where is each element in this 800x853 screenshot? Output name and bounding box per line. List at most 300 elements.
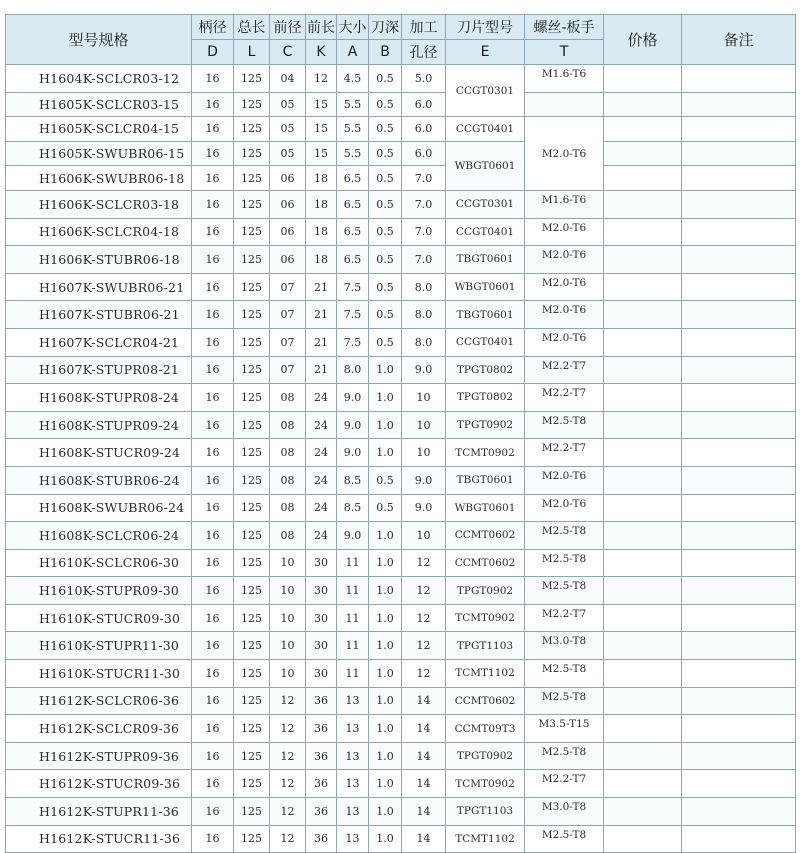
cell-d: 16 bbox=[192, 549, 234, 577]
cell-a: 5.5 bbox=[337, 92, 369, 117]
cell-insert: TPGT0902 bbox=[446, 577, 525, 605]
cell-d: 16 bbox=[192, 715, 234, 743]
cell-remark bbox=[682, 190, 796, 218]
table-row bbox=[6, 466, 796, 494]
cell-k: 18 bbox=[306, 218, 337, 246]
cell-b: 0.5 bbox=[369, 117, 402, 142]
table-row bbox=[6, 411, 796, 439]
cell-c: 12 bbox=[270, 825, 306, 853]
cell-price bbox=[604, 166, 682, 191]
cell-d: 16 bbox=[192, 825, 234, 853]
cell-l: 125 bbox=[234, 604, 270, 632]
cell-price bbox=[604, 825, 682, 853]
cell-insert: CCGT0401 bbox=[446, 218, 525, 246]
cell-d: 16 bbox=[192, 522, 234, 550]
cell-insert: TPGT0802 bbox=[446, 384, 525, 412]
cell-insert: TBGT0601 bbox=[446, 246, 525, 274]
cell-screw: M2.2-T7 bbox=[525, 384, 604, 412]
cell-remark bbox=[682, 411, 796, 439]
header-c: 前径 bbox=[270, 15, 306, 40]
cell-model: H1608K-STUBR06-24 bbox=[6, 466, 192, 494]
cell-k: 15 bbox=[306, 117, 337, 142]
cell-price bbox=[604, 141, 682, 166]
header-remark: 备注 bbox=[682, 15, 796, 65]
cell-c: 06 bbox=[270, 246, 306, 274]
cell-screw: M2.0-T6 bbox=[525, 494, 604, 522]
cell-b: 1.0 bbox=[369, 577, 402, 605]
cell-hole: 5.0 bbox=[402, 65, 446, 93]
cell-b: 1.0 bbox=[369, 549, 402, 577]
cell-k: 21 bbox=[306, 356, 337, 384]
cell-insert: CCMT09T3 bbox=[446, 715, 525, 743]
cell-c: 05 bbox=[270, 117, 306, 142]
cell-b: 0.5 bbox=[369, 246, 402, 274]
cell-b: 1.0 bbox=[369, 825, 402, 853]
cell-k: 36 bbox=[306, 687, 337, 715]
cell-d: 16 bbox=[192, 494, 234, 522]
cell-model: H1607K-STUBR06-21 bbox=[6, 301, 192, 329]
cell-d: 16 bbox=[192, 117, 234, 142]
cell-b: 0.5 bbox=[369, 65, 402, 93]
cell-insert: CCMT0602 bbox=[446, 687, 525, 715]
cell-hole: 14 bbox=[402, 770, 446, 798]
table-row bbox=[6, 117, 796, 142]
cell-b: 1.0 bbox=[369, 439, 402, 467]
cell-a: 13 bbox=[337, 742, 369, 770]
cell-remark bbox=[682, 660, 796, 688]
cell-insert: TCMT1102 bbox=[446, 825, 525, 853]
cell-remark bbox=[682, 65, 796, 93]
cell-hole: 6.0 bbox=[402, 141, 446, 166]
cell-hole: 6.0 bbox=[402, 117, 446, 142]
cell-remark bbox=[682, 141, 796, 166]
cell-b: 1.0 bbox=[369, 742, 402, 770]
cell-price bbox=[604, 246, 682, 274]
cell-c: 12 bbox=[270, 687, 306, 715]
cell-a: 13 bbox=[337, 715, 369, 743]
cell-l: 125 bbox=[234, 439, 270, 467]
cell-insert: TPGT0802 bbox=[446, 356, 525, 384]
cell-k: 24 bbox=[306, 411, 337, 439]
cell-screw: M2.5-T8 bbox=[525, 411, 604, 439]
cell-remark bbox=[682, 742, 796, 770]
cell-price bbox=[604, 190, 682, 218]
cell-model: H1612K-STUCR11-36 bbox=[6, 825, 192, 853]
cell-k: 21 bbox=[306, 328, 337, 356]
cell-a: 7.5 bbox=[337, 301, 369, 329]
table-row bbox=[6, 246, 796, 274]
cell-b: 1.0 bbox=[369, 604, 402, 632]
cell-c: 08 bbox=[270, 466, 306, 494]
table-row bbox=[6, 742, 796, 770]
cell-a: 8.0 bbox=[337, 356, 369, 384]
cell-l: 125 bbox=[234, 141, 270, 166]
cell-l: 125 bbox=[234, 825, 270, 853]
cell-a: 13 bbox=[337, 770, 369, 798]
cell-remark bbox=[682, 798, 796, 826]
cell-c: 10 bbox=[270, 549, 306, 577]
cell-model: H1607K-STUPR08-21 bbox=[6, 356, 192, 384]
cell-l: 125 bbox=[234, 218, 270, 246]
cell-hole: 9.0 bbox=[402, 494, 446, 522]
cell-b: 0.5 bbox=[369, 190, 402, 218]
cell-k: 15 bbox=[306, 92, 337, 117]
header-k: 前长 bbox=[306, 15, 337, 40]
cell-k: 24 bbox=[306, 384, 337, 412]
cell-remark bbox=[682, 494, 796, 522]
header-l-symbol: L bbox=[234, 40, 270, 65]
cell-screw: M2.0-T6 bbox=[525, 117, 604, 191]
cell-b: 0.5 bbox=[369, 273, 402, 301]
cell-remark bbox=[682, 549, 796, 577]
cell-b: 0.5 bbox=[369, 494, 402, 522]
header-price: 价格 bbox=[604, 15, 682, 65]
cell-remark bbox=[682, 166, 796, 191]
cell-insert: TBGT0601 bbox=[446, 466, 525, 494]
cell-b: 0.5 bbox=[369, 218, 402, 246]
header-screw: 螺丝-板手 bbox=[525, 15, 604, 40]
cell-hole: 6.0 bbox=[402, 92, 446, 117]
cell-d: 16 bbox=[192, 660, 234, 688]
cell-model: H1608K-STUPR09-24 bbox=[6, 411, 192, 439]
table-row bbox=[6, 522, 796, 550]
cell-c: 05 bbox=[270, 141, 306, 166]
cell-c: 08 bbox=[270, 522, 306, 550]
cell-a: 13 bbox=[337, 825, 369, 853]
cell-insert: CCGT0401 bbox=[446, 117, 525, 142]
cell-hole: 8.0 bbox=[402, 328, 446, 356]
cell-hole: 14 bbox=[402, 798, 446, 826]
cell-c: 08 bbox=[270, 439, 306, 467]
cell-l: 125 bbox=[234, 770, 270, 798]
table-row bbox=[6, 770, 796, 798]
table-row bbox=[6, 825, 796, 853]
cell-remark bbox=[682, 825, 796, 853]
cell-price bbox=[604, 798, 682, 826]
cell-d: 16 bbox=[192, 301, 234, 329]
cell-hole: 7.0 bbox=[402, 190, 446, 218]
cell-c: 06 bbox=[270, 218, 306, 246]
cell-c: 08 bbox=[270, 494, 306, 522]
header-b: 刀深 bbox=[369, 15, 402, 40]
cell-screw: M2.0-T6 bbox=[525, 246, 604, 274]
cell-b: 0.5 bbox=[369, 166, 402, 191]
cell-price bbox=[604, 439, 682, 467]
table-row bbox=[6, 715, 796, 743]
cell-b: 1.0 bbox=[369, 384, 402, 412]
cell-model: H1612K-SCLCR06-36 bbox=[6, 687, 192, 715]
cell-remark bbox=[682, 328, 796, 356]
cell-insert: TPGT1103 bbox=[446, 798, 525, 826]
cell-d: 16 bbox=[192, 577, 234, 605]
cell-price bbox=[604, 660, 682, 688]
cell-model: H1607K-SWUBR06-21 bbox=[6, 273, 192, 301]
table-row bbox=[6, 166, 796, 191]
cell-k: 18 bbox=[306, 190, 337, 218]
cell-model: H1610K-STUPR11-30 bbox=[6, 632, 192, 660]
cell-l: 125 bbox=[234, 190, 270, 218]
cell-price bbox=[604, 494, 682, 522]
header-insert-symbol: E bbox=[446, 40, 525, 65]
cell-a: 13 bbox=[337, 687, 369, 715]
table-row bbox=[6, 384, 796, 412]
table-row bbox=[6, 273, 796, 301]
header-d: 柄径 bbox=[192, 15, 234, 40]
table-row bbox=[6, 687, 796, 715]
cell-d: 16 bbox=[192, 65, 234, 93]
cell-remark bbox=[682, 117, 796, 142]
cell-hole: 14 bbox=[402, 687, 446, 715]
cell-b: 1.0 bbox=[369, 770, 402, 798]
table-row bbox=[6, 439, 796, 467]
cell-price bbox=[604, 384, 682, 412]
cell-l: 125 bbox=[234, 384, 270, 412]
cell-hole: 9.0 bbox=[402, 466, 446, 494]
cell-c: 07 bbox=[270, 356, 306, 384]
cell-price bbox=[604, 328, 682, 356]
cell-price bbox=[604, 411, 682, 439]
header-a-symbol: A bbox=[337, 40, 369, 65]
cell-l: 125 bbox=[234, 92, 270, 117]
cell-c: 07 bbox=[270, 273, 306, 301]
cell-model: H1605K-SCLCR03-15 bbox=[6, 92, 192, 117]
cell-price bbox=[604, 301, 682, 329]
cell-screw: M2.5-T8 bbox=[525, 742, 604, 770]
cell-a: 9.0 bbox=[337, 411, 369, 439]
header-hole-1: 加工 bbox=[402, 15, 446, 40]
cell-l: 125 bbox=[234, 466, 270, 494]
cell-hole: 10 bbox=[402, 522, 446, 550]
cell-k: 12 bbox=[306, 65, 337, 93]
cell-model: H1610K-STUCR09-30 bbox=[6, 604, 192, 632]
cell-price bbox=[604, 577, 682, 605]
cell-l: 125 bbox=[234, 549, 270, 577]
cell-b: 1.0 bbox=[369, 411, 402, 439]
cell-a: 8.5 bbox=[337, 466, 369, 494]
cell-k: 36 bbox=[306, 742, 337, 770]
cell-k: 36 bbox=[306, 770, 337, 798]
cell-d: 16 bbox=[192, 356, 234, 384]
table-row bbox=[6, 660, 796, 688]
cell-l: 125 bbox=[234, 687, 270, 715]
cell-a: 4.5 bbox=[337, 65, 369, 93]
cell-b: 1.0 bbox=[369, 798, 402, 826]
cell-screw: M2.0-T6 bbox=[525, 301, 604, 329]
cell-model: H1608K-SCLCR06-24 bbox=[6, 522, 192, 550]
cell-insert: TCMT0902 bbox=[446, 604, 525, 632]
header-b-symbol: B bbox=[369, 40, 402, 65]
cell-price bbox=[604, 770, 682, 798]
cell-k: 18 bbox=[306, 246, 337, 274]
header-d-symbol: D bbox=[192, 40, 234, 65]
cell-d: 16 bbox=[192, 92, 234, 117]
cell-l: 125 bbox=[234, 117, 270, 142]
cell-c: 08 bbox=[270, 384, 306, 412]
cell-remark bbox=[682, 770, 796, 798]
header-l: 总长 bbox=[234, 15, 270, 40]
cell-k: 24 bbox=[306, 439, 337, 467]
cell-a: 11 bbox=[337, 660, 369, 688]
cell-l: 125 bbox=[234, 246, 270, 274]
header-a: 大小 bbox=[337, 15, 369, 40]
cell-b: 1.0 bbox=[369, 715, 402, 743]
cell-price bbox=[604, 466, 682, 494]
cell-l: 125 bbox=[234, 166, 270, 191]
cell-k: 21 bbox=[306, 301, 337, 329]
cell-a: 9.0 bbox=[337, 522, 369, 550]
cell-price bbox=[604, 65, 682, 93]
cell-b: 1.0 bbox=[369, 356, 402, 384]
cell-k: 30 bbox=[306, 604, 337, 632]
table-row bbox=[6, 65, 796, 93]
cell-d: 16 bbox=[192, 798, 234, 826]
cell-hole: 8.0 bbox=[402, 273, 446, 301]
cell-insert: TBGT0601 bbox=[446, 301, 525, 329]
cell-screw: M2.5-T8 bbox=[525, 577, 604, 605]
cell-remark bbox=[682, 92, 796, 117]
cell-hole: 14 bbox=[402, 825, 446, 853]
cell-model: H1612K-STUPR09-36 bbox=[6, 742, 192, 770]
cell-insert: TCMT0902 bbox=[446, 770, 525, 798]
cell-a: 6.5 bbox=[337, 190, 369, 218]
cell-k: 24 bbox=[306, 466, 337, 494]
cell-screw: M2.0-T6 bbox=[525, 218, 604, 246]
cell-screw: M3.0-T8 bbox=[525, 798, 604, 826]
cell-a: 7.5 bbox=[337, 273, 369, 301]
cell-l: 125 bbox=[234, 356, 270, 384]
cell-d: 16 bbox=[192, 742, 234, 770]
cell-k: 36 bbox=[306, 798, 337, 826]
cell-price bbox=[604, 92, 682, 117]
cell-insert: WBGT0601 bbox=[446, 273, 525, 301]
cell-c: 07 bbox=[270, 301, 306, 329]
cell-model: H1612K-STUPR11-36 bbox=[6, 798, 192, 826]
cell-insert: TCMT0902 bbox=[446, 439, 525, 467]
cell-remark bbox=[682, 246, 796, 274]
cell-b: 0.5 bbox=[369, 92, 402, 117]
cell-remark bbox=[682, 439, 796, 467]
cell-remark bbox=[682, 522, 796, 550]
cell-d: 16 bbox=[192, 218, 234, 246]
cell-hole: 12 bbox=[402, 604, 446, 632]
cell-price bbox=[604, 687, 682, 715]
table-row bbox=[6, 549, 796, 577]
cell-a: 11 bbox=[337, 632, 369, 660]
cell-b: 1.0 bbox=[369, 632, 402, 660]
cell-insert: WBGT0601 bbox=[446, 141, 525, 190]
cell-price bbox=[604, 522, 682, 550]
cell-l: 125 bbox=[234, 494, 270, 522]
cell-insert: WBGT0601 bbox=[446, 494, 525, 522]
cell-insert: TCMT1102 bbox=[446, 660, 525, 688]
cell-model: H1612K-SCLCR09-36 bbox=[6, 715, 192, 743]
cell-a: 11 bbox=[337, 549, 369, 577]
cell-d: 16 bbox=[192, 466, 234, 494]
cell-remark bbox=[682, 356, 796, 384]
cell-screw bbox=[525, 92, 604, 117]
cell-c: 10 bbox=[270, 660, 306, 688]
cell-d: 16 bbox=[192, 246, 234, 274]
cell-screw: M2.5-T8 bbox=[525, 687, 604, 715]
cell-a: 6.5 bbox=[337, 246, 369, 274]
cell-price bbox=[604, 632, 682, 660]
cell-b: 1.0 bbox=[369, 660, 402, 688]
cell-k: 21 bbox=[306, 273, 337, 301]
cell-l: 125 bbox=[234, 742, 270, 770]
cell-l: 125 bbox=[234, 273, 270, 301]
cell-a: 9.0 bbox=[337, 384, 369, 412]
header-c-symbol: C bbox=[270, 40, 306, 65]
cell-l: 125 bbox=[234, 632, 270, 660]
cell-model: H1606K-SCLCR03-18 bbox=[6, 190, 192, 218]
cell-b: 0.5 bbox=[369, 328, 402, 356]
table-row bbox=[6, 92, 796, 117]
cell-hole: 14 bbox=[402, 742, 446, 770]
cell-screw: M2.5-T8 bbox=[525, 660, 604, 688]
cell-screw: M2.2-T7 bbox=[525, 356, 604, 384]
cell-c: 10 bbox=[270, 632, 306, 660]
cell-c: 04 bbox=[270, 65, 306, 93]
cell-price bbox=[604, 549, 682, 577]
cell-model: H1612K-STUCR09-36 bbox=[6, 770, 192, 798]
cell-hole: 12 bbox=[402, 549, 446, 577]
cell-l: 125 bbox=[234, 715, 270, 743]
cell-screw: M2.0-T6 bbox=[525, 328, 604, 356]
cell-d: 16 bbox=[192, 770, 234, 798]
cell-l: 125 bbox=[234, 798, 270, 826]
cell-d: 16 bbox=[192, 604, 234, 632]
cell-insert: CCGT0301 bbox=[446, 65, 525, 117]
cell-price bbox=[604, 117, 682, 142]
cell-hole: 8.0 bbox=[402, 301, 446, 329]
cell-c: 12 bbox=[270, 798, 306, 826]
cell-d: 16 bbox=[192, 190, 234, 218]
cell-price bbox=[604, 604, 682, 632]
cell-l: 125 bbox=[234, 660, 270, 688]
cell-b: 0.5 bbox=[369, 466, 402, 494]
cell-remark bbox=[682, 715, 796, 743]
table-row bbox=[6, 356, 796, 384]
cell-d: 16 bbox=[192, 141, 234, 166]
cell-hole: 10 bbox=[402, 384, 446, 412]
cell-remark bbox=[682, 632, 796, 660]
cell-k: 30 bbox=[306, 549, 337, 577]
cell-screw: M2.0-T6 bbox=[525, 466, 604, 494]
cell-remark bbox=[682, 301, 796, 329]
cell-hole: 9.0 bbox=[402, 356, 446, 384]
header-screw-symbol: T bbox=[525, 40, 604, 65]
cell-b: 0.5 bbox=[369, 141, 402, 166]
cell-c: 06 bbox=[270, 190, 306, 218]
cell-k: 24 bbox=[306, 522, 337, 550]
cell-k: 36 bbox=[306, 825, 337, 853]
cell-remark bbox=[682, 604, 796, 632]
cell-remark bbox=[682, 218, 796, 246]
cell-a: 9.0 bbox=[337, 439, 369, 467]
cell-insert: CCMT0602 bbox=[446, 549, 525, 577]
cell-screw: M2.5-T8 bbox=[525, 825, 604, 853]
cell-model: H1605K-SCLCR04-15 bbox=[6, 117, 192, 142]
cell-c: 12 bbox=[270, 715, 306, 743]
header-model: 型号规格 bbox=[6, 15, 192, 65]
table-row bbox=[6, 218, 796, 246]
cell-c: 07 bbox=[270, 328, 306, 356]
cell-insert: CCGT0301 bbox=[446, 190, 525, 218]
cell-a: 11 bbox=[337, 604, 369, 632]
cell-a: 13 bbox=[337, 798, 369, 826]
cell-model: H1607K-SCLCR04-21 bbox=[6, 328, 192, 356]
cell-b: 0.5 bbox=[369, 301, 402, 329]
